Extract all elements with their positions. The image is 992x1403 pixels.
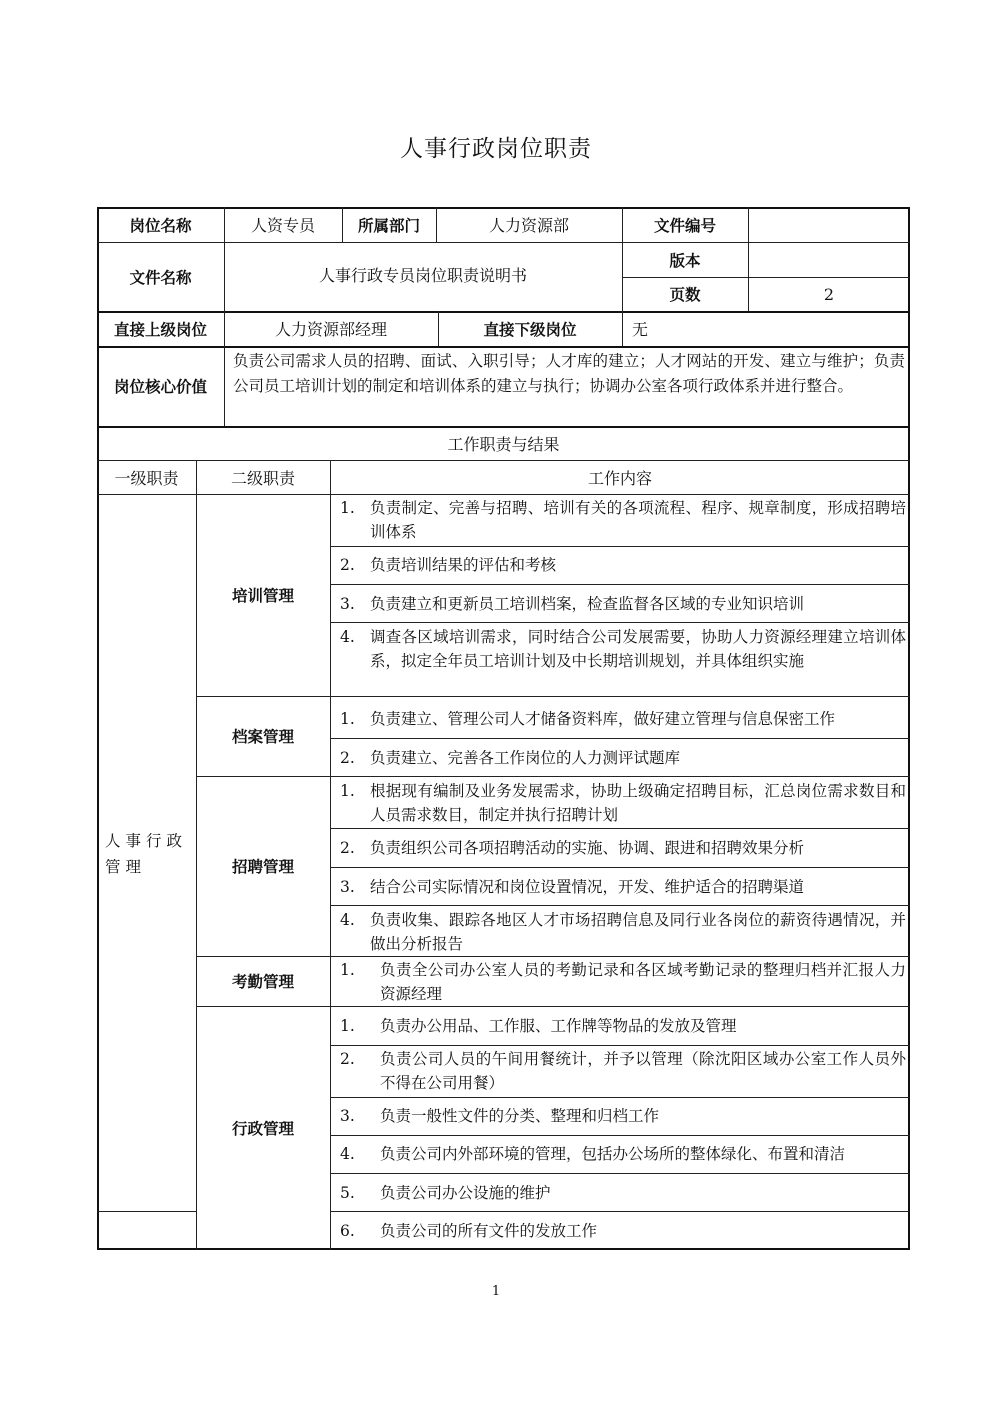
item-number: 1.: [340, 782, 355, 800]
table-rule: [330, 546, 910, 547]
position-name-value: 人资专员: [250, 216, 315, 235]
item-text: 负责培训结果的评估和考核: [370, 556, 557, 574]
table-rule: [97, 1211, 196, 1212]
item-text: 负责全公司办公室人员的考勤记录和各区域考勤记录的整理归档并汇报人力资源经理: [380, 961, 906, 1003]
item-number: 4.: [340, 628, 355, 646]
subordinate-label: 直接下级岗位: [483, 320, 577, 339]
item-text: 负责建立和更新员工培训档案，检查监督各区域的专业知识培训: [370, 595, 805, 613]
department-value: 人力资源部: [488, 216, 569, 235]
table-rule: [330, 1097, 910, 1098]
group-label-archives: 档案管理: [231, 728, 294, 746]
table-rule: [330, 867, 910, 868]
item-number: 6.: [340, 1222, 355, 1240]
item-text: 负责公司办公设施的维护: [380, 1184, 551, 1202]
list-item: [336, 958, 906, 1006]
item-number: 5.: [340, 1184, 355, 1202]
item-number: 1.: [340, 710, 355, 728]
list-item: [336, 875, 906, 899]
table-rule: [330, 828, 910, 829]
table-rule: [330, 1173, 910, 1174]
item-number: 3.: [340, 878, 355, 896]
level1-label: 人事行政管理: [105, 832, 188, 876]
list-item: [336, 553, 906, 577]
list-item: [336, 625, 906, 673]
item-number: 2.: [340, 556, 355, 574]
list-item: [336, 1219, 906, 1243]
table-rule: [330, 460, 331, 1250]
table-rule: [330, 905, 910, 906]
col-level1-header: 一级职责: [114, 468, 179, 488]
item-number: 2.: [340, 1050, 355, 1068]
item-text: 根据现有编制及业务发展需求，协助上级确定招聘目标，汇总岗位需求数目和人员需求数目，制定并执行招聘计划: [370, 782, 906, 824]
table-rule: [330, 584, 910, 585]
item-text: 负责办公用品、工作服、工作牌等物品的发放及管理: [380, 1017, 737, 1035]
item-text: 负责公司人员的午间用餐统计，并予以管理（除沈阳区域办公室工作人员外不得在公司用餐）: [380, 1050, 906, 1092]
item-text: 负责收集、跟踪各地区人才市场招聘信息及同行业各岗位的薪资待遇情况，并做出分析报告: [370, 911, 906, 953]
item-text: 负责组织公司各项招聘活动的实施、协调、跟进和招聘效果分析: [370, 839, 805, 857]
item-number: 3.: [340, 595, 355, 613]
subordinate-value: 无: [632, 320, 649, 339]
superior-value: 人力资源部经理: [274, 320, 387, 339]
item-text: 结合公司实际情况和岗位设置情况，开发、维护适合的招聘渠道: [370, 878, 805, 896]
pages-label: 页数: [669, 286, 701, 304]
list-item: [336, 707, 906, 731]
group-label-recruiting: 招聘管理: [231, 858, 294, 876]
list-item: [336, 908, 906, 956]
list-item: [336, 1014, 906, 1038]
item-text: 负责一般性文件的分类、整理和归档工作: [380, 1107, 660, 1125]
file-name-value: 人事行政专员岗位职责说明书: [318, 266, 527, 285]
item-text: 负责建立、管理公司人才储备资料库，做好建立管理与信息保密工作: [370, 710, 836, 728]
page-number: 1: [491, 1284, 501, 1299]
item-text: 负责制定、完善与招聘、培训有关的各项流程、程序、规章制度，形成招聘培训体系: [370, 499, 906, 541]
list-item: [336, 779, 906, 827]
group-label-training: 培训管理: [231, 587, 294, 605]
department-label: 所属部门: [357, 216, 420, 235]
file-name-label: 文件名称: [129, 268, 192, 287]
page-title: 人事行政岗位职责: [400, 136, 592, 162]
version-value: [748, 242, 910, 277]
position-name-label: 岗位名称: [129, 216, 192, 235]
file-no-label: 文件编号: [653, 216, 716, 235]
list-item: [336, 496, 906, 544]
table-rule: [330, 622, 910, 623]
superior-label: 直接上级岗位: [113, 320, 207, 339]
core-value-text: 负责公司需求人员的招聘、面试、入职引导；人才库的建立；人才网站的开发、建立与维护；负责公司员工培训计划的制定和培训体系的建立与执行；协调办公室各项行政体系并进行整合。: [233, 352, 905, 395]
pages-value: 2: [823, 284, 835, 304]
version-label: 版本: [669, 251, 701, 270]
item-number: 2.: [340, 749, 355, 767]
list-item: [336, 1142, 906, 1166]
col-content-header: 工作内容: [587, 468, 652, 488]
table-rule: [330, 1211, 910, 1212]
core-value-label: 岗位核心价值: [113, 378, 207, 396]
table-rule: [330, 1045, 910, 1046]
item-text: 负责公司内外部环境的管理，包括办公场所的整体绿化、布置和清洁: [380, 1145, 846, 1163]
list-item: [336, 592, 906, 616]
item-text: 负责公司的所有文件的发放工作: [380, 1222, 598, 1240]
list-item: [336, 1181, 906, 1205]
file-no-value: [748, 207, 910, 242]
item-text: 负责建立、完善各工作岗位的人力测评试题库: [370, 749, 681, 767]
table-rule: [330, 1135, 910, 1136]
col-level2-header: 二级职责: [230, 468, 295, 488]
item-number: 4.: [340, 911, 355, 929]
item-number: 1.: [340, 961, 355, 979]
section-title: 工作职责与结果: [447, 434, 560, 454]
list-item: [336, 836, 906, 860]
group-label-admin: 行政管理: [231, 1120, 294, 1138]
item-number: 1.: [340, 499, 355, 517]
list-item: [336, 746, 906, 770]
list-item: [336, 1047, 906, 1095]
list-item: [336, 1104, 906, 1128]
table-rule: [330, 738, 910, 739]
item-number: 4.: [340, 1145, 355, 1163]
item-number: 1.: [340, 1017, 355, 1035]
item-number: 3.: [340, 1107, 355, 1125]
item-number: 2.: [340, 839, 355, 857]
item-text: 调查各区域培训需求，同时结合公司发展需要，协助人力资源经理建立培训体系，拟定全年员工培训计划及中长期培训规划，并具体组织实施: [370, 628, 906, 670]
group-label-attendance: 考勤管理: [231, 973, 294, 991]
